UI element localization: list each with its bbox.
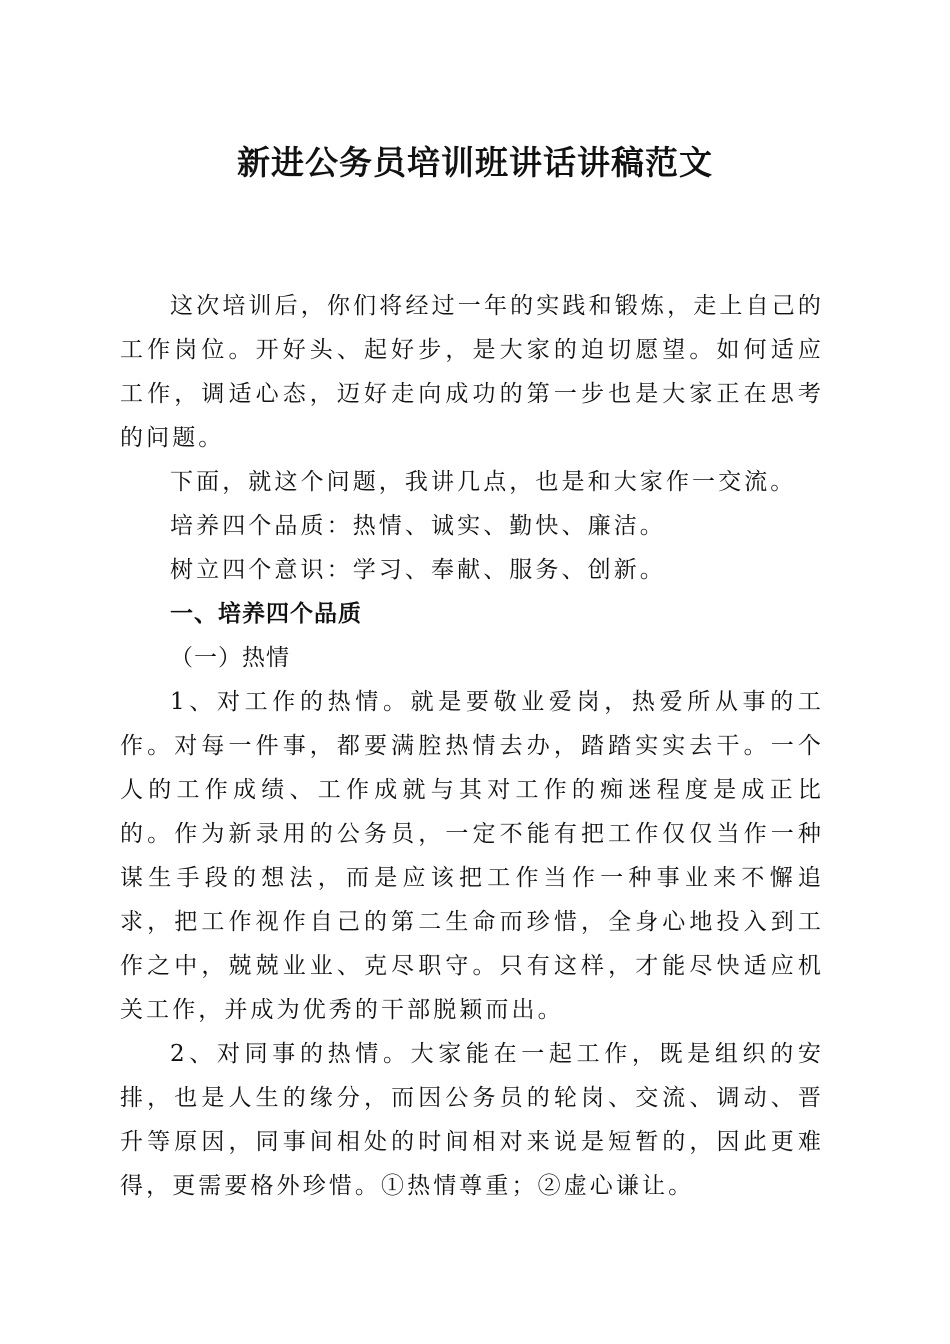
awareness-summary: 树立四个意识：学习、奉献、服务、创新。 <box>170 557 666 583</box>
document-title: 新进公务员培训班讲话讲稿范文 <box>237 143 713 182</box>
subsection-heading: （一）热情 <box>170 645 290 671</box>
document-body <box>120 284 824 1208</box>
point-2-paragraph: 2、对同事的热情。大家能在一起工作，既是组织的安排，也是人生的缘分，而因公务员的轮岗、交流、调动、晋升等原因，同事间相处的时间相对来说是短暂的，因此更难得，更需要格外珍惜。①热情尊重；②虚心谦让。 <box>120 1041 824 1199</box>
qualities-summary: 培养四个品质：热情、诚实、勤快、廉洁。 <box>170 513 666 539</box>
section-heading: 一、培养四个品质 <box>170 600 362 627</box>
transition-paragraph: 下面，就这个问题，我讲几点，也是和大家作一交流。 <box>170 469 797 495</box>
point-1-paragraph: 1、对工作的热情。就是要敬业爱岗，热爱所从事的工作。对每一件事，都要满腔热情去办，踏踏实实去干。一个人的工作成绩、工作成就与其对工作的痴迷程度是成正比的。作为新录用的公务员，一定不能有把工作仅仅当作一种谋生手段的想法，而是应该把工作当作一种事业来不懈追求，把工作视作自己的第二生命而珍惜，全身心地投入到工作之中，兢兢业业、克尽职守。只有这样，才能尽快适应机关工作，并成为优秀的干部脱颖而出。 <box>120 689 824 1023</box>
intro-paragraph: 这次培训后，你们将经过一年的实践和锻炼，走上自己的工作岗位。开好头、起好步，是大家的迫切愿望。如何适应工作，调适心态，迈好走向成功的第一步也是大家正在思考的问题。 <box>120 293 824 451</box>
document-page <box>120 130 824 1208</box>
